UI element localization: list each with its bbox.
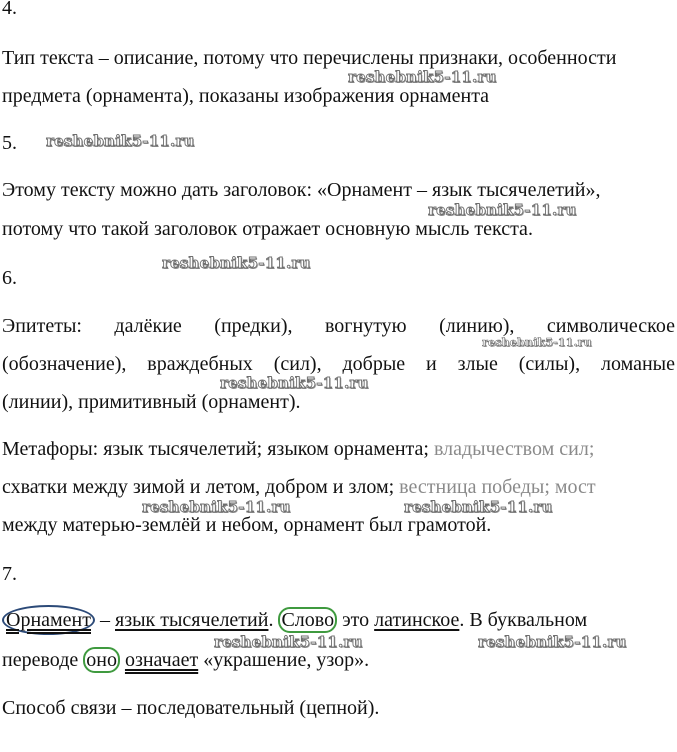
- subject-slovo: Слово: [278, 607, 337, 633]
- section-6-number: 6.: [2, 267, 17, 289]
- predicate-language: язык тысячелетий: [115, 609, 269, 631]
- word-perevode: переводе: [2, 649, 84, 671]
- watermark: reshebnik5-11.ru: [428, 201, 577, 219]
- metaphors-line-1-faded: владычеством сил;: [433, 438, 595, 460]
- watermark: reshebnik5-11.ru: [142, 498, 291, 516]
- period-text: .: [268, 609, 279, 631]
- epithets-line-3: (линии), примитивный (орнамент).: [2, 391, 301, 413]
- word-eto: это: [337, 609, 375, 631]
- subject-ono: оно: [83, 647, 120, 673]
- section-4-line-1: Тип текста – описание, потому что перечислены признаки, особенности: [2, 47, 617, 69]
- section-7-rest-1: . В буквальном: [459, 609, 588, 631]
- predicate-latin: латинское: [374, 609, 460, 631]
- section-7-line-2: [2, 648, 369, 672]
- section-7-line-1: [6, 608, 587, 632]
- watermark: reshebnik5-11.ru: [214, 633, 363, 651]
- predicate-oznachaet: означает: [124, 649, 199, 671]
- section-5-number: 5.: [2, 132, 17, 154]
- watermark: reshebnik5-11.ru: [404, 498, 553, 516]
- section-5-line-2: потому что такой заголовок отражает основную мысль текста.: [2, 218, 533, 240]
- metaphors-line-1-main: Метафоры: язык тысячелетий; языком орнамента;: [2, 438, 434, 460]
- connection-type: Способ связи – последовательный (цепной).: [2, 697, 380, 719]
- epithets-line-1: Эпитеты: далёкие (предки), вогнутую (линию), символическое: [2, 315, 675, 337]
- watermark: reshebnik5-11.ru: [348, 68, 497, 86]
- metaphors-line-1: [2, 437, 594, 461]
- watermark: reshebnik5-11.ru: [478, 633, 627, 651]
- metaphors-line-3: между матерью-землёй и небом, орнамент был грамотой.: [2, 514, 492, 536]
- metaphors-line-2-faded: вестница победы; мост: [399, 476, 596, 498]
- section-5-line-1: Этому тексту можно дать заголовок: «Орнамент – язык тысячелетий»,: [2, 179, 601, 201]
- subject-ornament: Орнамент: [2, 605, 95, 635]
- section-4-number: 4.: [2, 0, 17, 19]
- section-7-rest-2: «украшение, узор».: [198, 649, 370, 671]
- metaphors-line-2-main: схватки между зимой и летом, добром и злом;: [2, 476, 400, 498]
- watermark: reshebnik5-11.ru: [482, 336, 592, 349]
- epithets-line-2: (обозначение), враждебных (сил), добрые и злые (силы), ломаные: [2, 353, 675, 375]
- watermark: reshebnik5-11.ru: [46, 132, 195, 150]
- watermark: reshebnik5-11.ru: [162, 254, 311, 272]
- section-7-number: 7.: [2, 563, 17, 585]
- metaphors-line-2: [2, 475, 596, 499]
- section-4-line-2: предмета (орнамента), показаны изображения орнамента: [2, 85, 490, 107]
- dash-text: –: [95, 609, 115, 631]
- watermark: reshebnik5-11.ru: [220, 374, 369, 392]
